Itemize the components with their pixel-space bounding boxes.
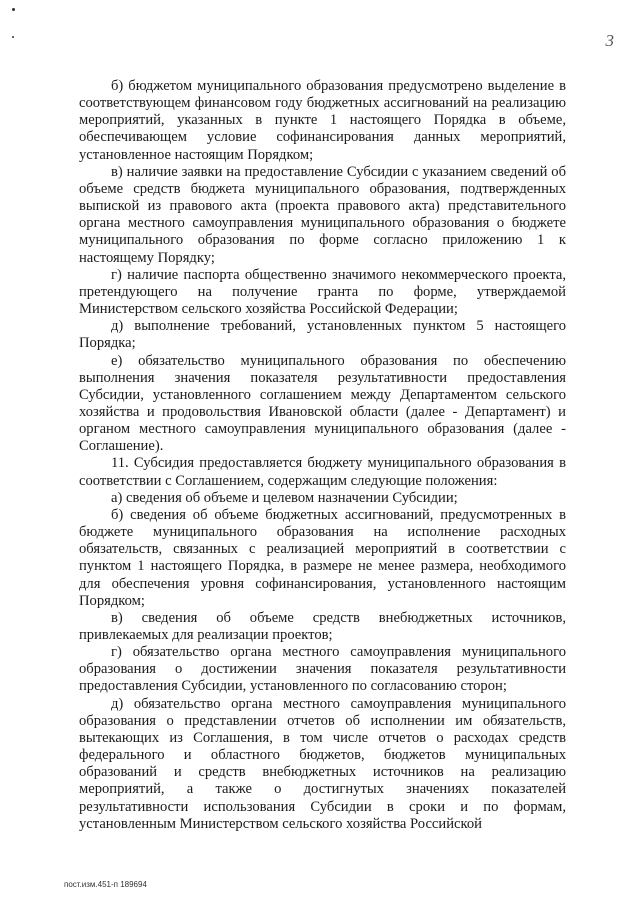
paragraph-11-agreement: 11. Субсидия предоставляется бюджету муниципального образования в соответствии с Соглашением, содержащим следующие положения: (79, 455, 566, 489)
paragraph-b-budget: б) бюджетом муниципального образования предусмотрено выделение в соответствующем финансовом году бюджетных ассигнований на реализацию мероприятий, указанных в пункте 1 настоящего Порядка в объеме, обеспечивающем условие софинансирования данных мероприятий, установленное настоящим Порядком; (79, 78, 566, 163)
document-body (79, 78, 566, 833)
paragraph-g-passport: г) наличие паспорта общественно значимого некоммерческого проекта, претендующего на получение гранта по форме, утверждаемой Министерством сельского хозяйства Российской Федерации; (79, 266, 566, 318)
paragraph-d-requirements: д) выполнение требований, установленных пунктом 5 настоящего Порядка; (79, 318, 566, 352)
scan-mark-top (12, 8, 15, 11)
paragraph-a-volume: а) сведения об объеме и целевом назначении Субсидии; (111, 489, 458, 506)
paragraph-g-performance: г) обязательство органа местного самоуправления муниципального образования о достижении значения показателя результативности предоставления Субсидии, установленного по согласованию сторон; (79, 644, 566, 695)
paragraph-v-extrabudgetary: в) сведения об объеме средств внебюджетных источников, привлекаемых для реализации проектов; (79, 609, 566, 643)
document-footer-code: пост.изм.451-п 189694 (64, 880, 147, 889)
paragraph-b-allocations: б) сведения об объеме бюджетных ассигнований, предусмотренных в бюджете муниципального образования на исполнение расходных обязательств, связанных с реализацией мероприятий в соответствии с пунктом 1 настоящего Порядка, в размере не менее размера, необходимого для обеспечения уровня софинансирования, установленного настоящим Порядком; (79, 506, 566, 609)
page-number: 3 (605, 31, 614, 50)
paragraph-d-reports: д) обязательство органа местного самоуправления муниципального образования о представлении отчетов об исполнении им обязательств, вытекающих из Соглашения, в том числе отчетов о расходах средств федерального и областного бюджетов, бюджетов муниципальных образований и средств внебюджетных источников на реализацию мероприятий, а также о достигнутых значениях показателей результативности использования Субсидии в сроки и по формам, установленным Министерством сельского хозяйства Российской (79, 695, 566, 832)
scan-mark-left (12, 36, 14, 38)
paragraph-e-obligation: е) обязательство муниципального образования по обеспечению выполнения значения показателя результативности предоставления Субсидии, установленного соглашением между Департаментом сельского хозяйства и продовольствия Ивановской области (далее - Департамент) и органом местного самоуправления муниципального образования (далее - Соглашение). (79, 352, 566, 455)
paragraph-v-application: в) наличие заявки на предоставление Субсидии с указанием сведений об объеме средств бюджета муниципального образования, подтвержденных выпиской из правового акта (проекта правового акта) представительного органа местного самоуправления муниципального образования о бюджете муниципального образования по форме согласно приложению 1 к настоящему Порядку; (79, 163, 566, 266)
